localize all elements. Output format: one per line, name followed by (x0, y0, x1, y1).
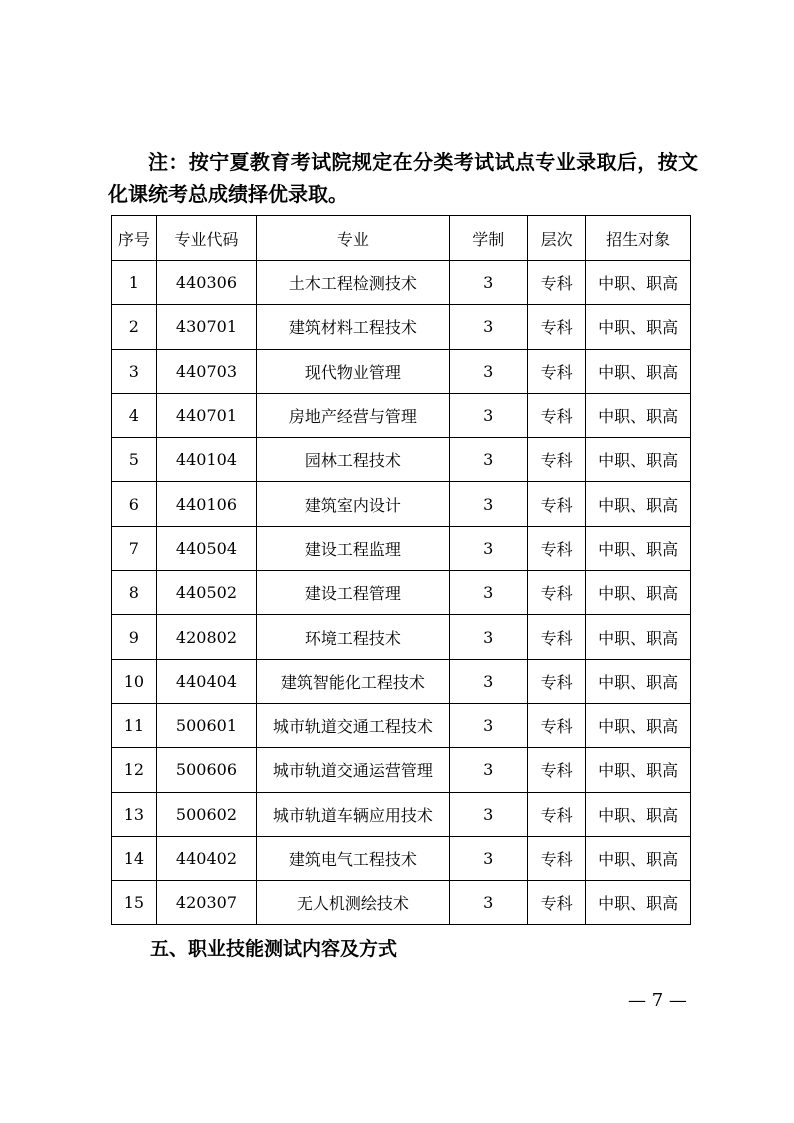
cell-major-code: 440703 (156, 349, 256, 393)
cell-serial: 3 (112, 349, 157, 393)
cell-level: 专科 (527, 526, 586, 570)
cell-major-code: 440701 (156, 393, 256, 437)
header-duration: 学制 (449, 216, 527, 261)
majors-table (111, 215, 691, 925)
cell-major-code: 440404 (156, 659, 256, 703)
cell-major-name: 建设工程管理 (257, 571, 449, 615)
header-major-code: 专业代码 (156, 216, 256, 261)
cell-target: 中职、职高 (586, 836, 691, 880)
cell-major-code: 420307 (156, 881, 256, 925)
cell-target: 中职、职高 (586, 482, 691, 526)
cell-major-name: 城市轨道车辆应用技术 (257, 792, 449, 836)
cell-target: 中职、职高 (586, 659, 691, 703)
cell-level: 专科 (527, 836, 586, 880)
cell-major-code: 440504 (156, 526, 256, 570)
cell-duration: 3 (449, 571, 527, 615)
cell-serial: 12 (112, 748, 157, 792)
cell-major-name: 园林工程技术 (257, 438, 449, 482)
cell-target: 中职、职高 (586, 393, 691, 437)
cell-major-code: 440106 (156, 482, 256, 526)
cell-serial: 2 (112, 305, 157, 349)
cell-duration: 3 (449, 261, 527, 305)
cell-major-name: 现代物业管理 (257, 349, 449, 393)
cell-duration: 3 (449, 836, 527, 880)
admission-note: 注：按宁夏教育考试院规定在分类考试试点专业录取后，按文化课统考总成绩择优录取。 (108, 150, 698, 206)
cell-major-code: 500602 (156, 792, 256, 836)
table-row (112, 659, 691, 703)
cell-target: 中职、职高 (586, 349, 691, 393)
cell-major-name: 城市轨道交通工程技术 (257, 703, 449, 747)
cell-major-name: 无人机测绘技术 (257, 881, 449, 925)
cell-level: 专科 (527, 438, 586, 482)
cell-level: 专科 (527, 748, 586, 792)
cell-duration: 3 (449, 305, 527, 349)
cell-serial: 13 (112, 792, 157, 836)
cell-level: 专科 (527, 703, 586, 747)
table-row (112, 703, 691, 747)
cell-major-name: 建设工程监理 (257, 526, 449, 570)
header-serial: 序号 (112, 216, 157, 261)
table-row (112, 438, 691, 482)
page-number: — 7 — (628, 990, 687, 1011)
cell-level: 专科 (527, 482, 586, 526)
cell-level: 专科 (527, 305, 586, 349)
cell-target: 中职、职高 (586, 615, 691, 659)
cell-major-code: 500606 (156, 748, 256, 792)
table-row (112, 836, 691, 880)
header-level: 层次 (527, 216, 586, 261)
cell-target: 中职、职高 (586, 703, 691, 747)
cell-level: 专科 (527, 615, 586, 659)
cell-serial: 8 (112, 571, 157, 615)
table-row (112, 349, 691, 393)
cell-level: 专科 (527, 571, 586, 615)
cell-major-code: 430701 (156, 305, 256, 349)
cell-serial: 10 (112, 659, 157, 703)
cell-serial: 4 (112, 393, 157, 437)
cell-level: 专科 (527, 792, 586, 836)
cell-major-name: 城市轨道交通运营管理 (257, 748, 449, 792)
table-row (112, 748, 691, 792)
section-heading: 五、职业技能测试内容及方式 (150, 938, 398, 960)
table-row (112, 305, 691, 349)
cell-level: 专科 (527, 393, 586, 437)
cell-serial: 7 (112, 526, 157, 570)
header-major: 专业 (257, 216, 449, 261)
table-row (112, 571, 691, 615)
cell-major-code: 440502 (156, 571, 256, 615)
cell-duration: 3 (449, 792, 527, 836)
cell-target: 中职、职高 (586, 261, 691, 305)
table-row (112, 393, 691, 437)
cell-target: 中职、职高 (586, 748, 691, 792)
cell-duration: 3 (449, 659, 527, 703)
cell-major-code: 500601 (156, 703, 256, 747)
table-row (112, 792, 691, 836)
cell-serial: 14 (112, 836, 157, 880)
cell-target: 中职、职高 (586, 571, 691, 615)
cell-serial: 5 (112, 438, 157, 482)
cell-serial: 1 (112, 261, 157, 305)
cell-level: 专科 (527, 659, 586, 703)
cell-target: 中职、职高 (586, 792, 691, 836)
cell-duration: 3 (449, 393, 527, 437)
cell-level: 专科 (527, 261, 586, 305)
cell-major-name: 房地产经营与管理 (257, 393, 449, 437)
header-target: 招生对象 (586, 216, 691, 261)
cell-major-name: 建筑材料工程技术 (257, 305, 449, 349)
cell-level: 专科 (527, 349, 586, 393)
table-row (112, 615, 691, 659)
cell-duration: 3 (449, 526, 527, 570)
table-row (112, 881, 691, 925)
cell-target: 中职、职高 (586, 305, 691, 349)
table-body (112, 261, 691, 925)
cell-target: 中职、职高 (586, 526, 691, 570)
cell-duration: 3 (449, 349, 527, 393)
cell-duration: 3 (449, 438, 527, 482)
cell-major-name: 环境工程技术 (257, 615, 449, 659)
cell-duration: 3 (449, 881, 527, 925)
cell-serial: 11 (112, 703, 157, 747)
cell-duration: 3 (449, 615, 527, 659)
cell-major-name: 建筑智能化工程技术 (257, 659, 449, 703)
cell-duration: 3 (449, 703, 527, 747)
table-row (112, 261, 691, 305)
cell-duration: 3 (449, 482, 527, 526)
cell-major-code: 440402 (156, 836, 256, 880)
cell-major-name: 建筑电气工程技术 (257, 836, 449, 880)
table-row (112, 526, 691, 570)
cell-serial: 6 (112, 482, 157, 526)
table-header-row (112, 216, 691, 261)
cell-serial: 15 (112, 881, 157, 925)
cell-major-code: 440306 (156, 261, 256, 305)
cell-major-code: 440104 (156, 438, 256, 482)
table-row (112, 482, 691, 526)
cell-duration: 3 (449, 748, 527, 792)
cell-level: 专科 (527, 881, 586, 925)
cell-serial: 9 (112, 615, 157, 659)
cell-major-code: 420802 (156, 615, 256, 659)
cell-major-name: 建筑室内设计 (257, 482, 449, 526)
cell-target: 中职、职高 (586, 438, 691, 482)
cell-target: 中职、职高 (586, 881, 691, 925)
cell-major-name: 土木工程检测技术 (257, 261, 449, 305)
